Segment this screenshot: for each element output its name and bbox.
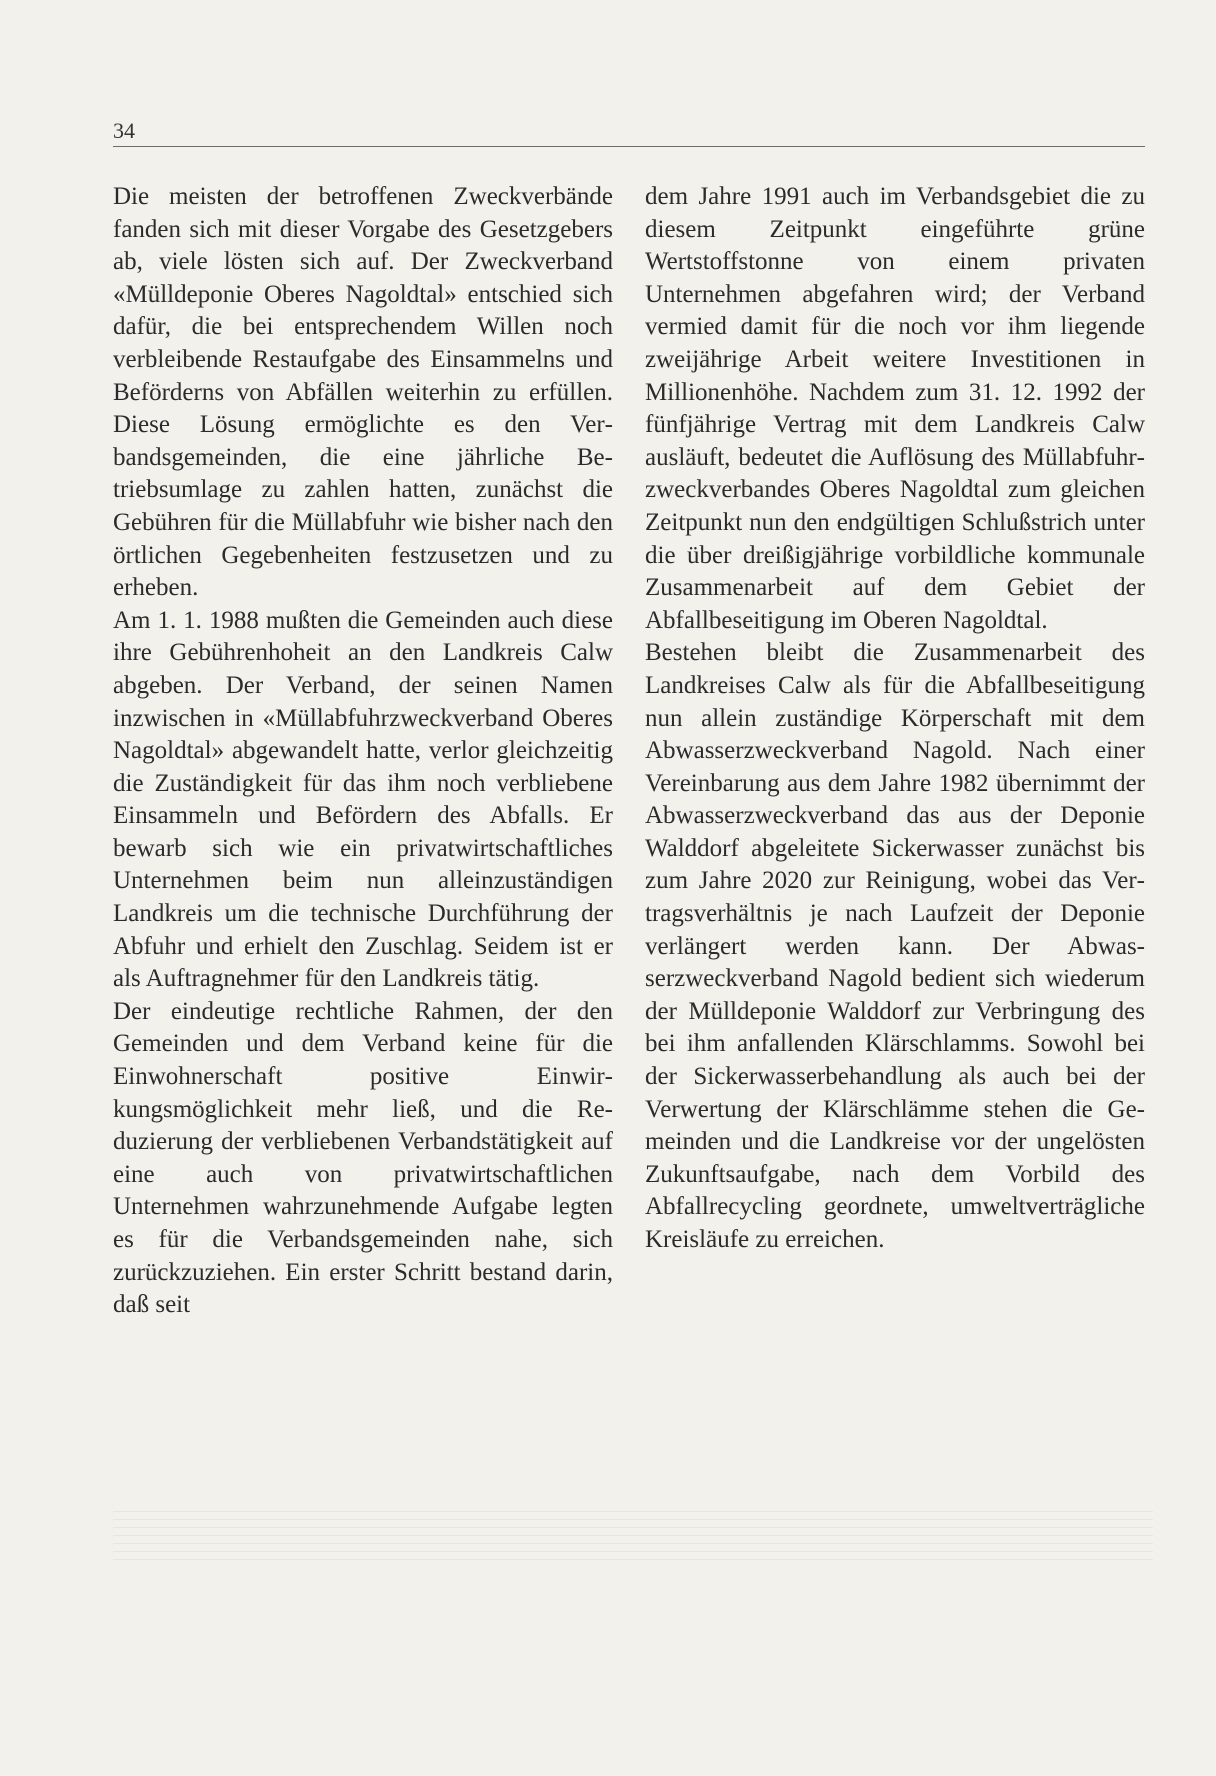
left-column (113, 181, 613, 1322)
paragraph: dem Jahre 1991 auch im Verbandsgebiet die zu diesem Zeitpunkt eingeführte grüne Wertstoffstonne von einem privaten Unternehmen abgefahren wird; der Verband vermied damit für die noch vor ihm liegende zweijährige Arbeit weitere Investitionen in Millionenhöhe. Nachdem zum 31. 12. 1992 der fünfjährige Vertrag mit dem Landkreis Calw ausläuft, bedeutet die Auflösung des Müllabfuhrzweckverbandes Oberes Nagoldtal zum gleichen Zeitpunkt nun den endgültigen Schlußstrich unter die über dreißigjährige vorbildliche kommunale Zusammenarbeit auf dem Gebiet der Abfallbeseitigung im Oberen Nagoldtal. (645, 183, 1145, 634)
page-number: 34 (113, 118, 135, 143)
paragraph: Die meisten der betroffenen Zweckverbände fanden sich mit dieser Vorgabe des Gesetzgebers ab, viele lösten sich auf. Der Zweckverband «Mülldeponie Oberes Nagoldtal» entschied sich dafür, die bei entsprechendem Willen noch verbleibende Restaufgabe des Einsammelns und Beförderns von Abfällen weiterhin zu erfüllen. Diese Lösung ermöglichte es den Verbandsgemeinden, die eine jährliche Betriebsumlage zu zahlen hatten, zunächst die Gebühren für die Müllabfuhr wie bisher nach den örtlichen Gegebenheiten festzusetzen und zu erheben. (113, 183, 613, 602)
header-rule (113, 146, 1145, 147)
paragraph: Am 1. 1. 1988 mußten die Gemeinden auch diese ihre Gebührenhoheit an den Landkreis Calw abgeben. Der Verband, der seinen Namen inzwischen in «Müllabfuhrzweckverband Oberes Nagoldtal» abgewandelt hatte, verlor gleichzeitig die Zuständigkeit für das ihm noch verbliebene Einsammeln und Befördern des Abfalls. Er bewarb sich wie ein privatwirtschaftliches Unternehmen beim nun alleinzuständigen Landkreis um die technische Durchführung der Abfuhr und erhielt den Zuschlag. Seidem ist er als Auftragnehmer für den Landkreis tätig. (113, 606, 613, 993)
paragraph: Der eindeutige rechtliche Rahmen, der den Gemeinden und dem Verband keine für die Einwohnerschaft positive Einwirkungsmöglichkeit mehr ließ, und die Reduzierung der verbliebenen Verbandstätigkeit auf eine auch von privatwirtschaftlichen Unternehmen wahrzunehmende Aufgabe legten es für die Verbandsgemeinden nahe, sich zurückzuziehen. Ein erster Schritt bestand darin, daß seit (113, 997, 613, 1319)
right-column (645, 181, 1145, 1257)
show-through-texture (113, 1510, 1153, 1560)
paragraph: Bestehen bleibt die Zusammenarbeit des Landkreises Calw als für die Abfallbeseitigung nun allein zuständige Körperschaft mit dem Abwasserzweckverband Nagold. Nach einer Vereinbarung aus dem Jahre 1982 übernimmt der Abwasserzweckverband das aus der Deponie Walddorf abgeleitete Sickerwasser zunächst bis zum Jahre 2020 zur Reinigung, wobei das Vertragsverhältnis je nach Laufzeit der Deponie verlängert werden kann. Der Abwasserzweckverband Nagold bedient sich wiederum der Mülldeponie Walddorf zur Verbringung des bei ihm anfallenden Klärschlamms. Sowohl bei der Sickerwasserbehandlung als auch bei der Verwertung der Klärschlämme stehen die Gemeinden und die Landkreise vor der ungelösten Zukunftsaufgabe, nach dem Vorbild des Abfallrecycling geordnete, umweltverträgliche Kreisläufe zu erreichen. (645, 639, 1145, 1253)
